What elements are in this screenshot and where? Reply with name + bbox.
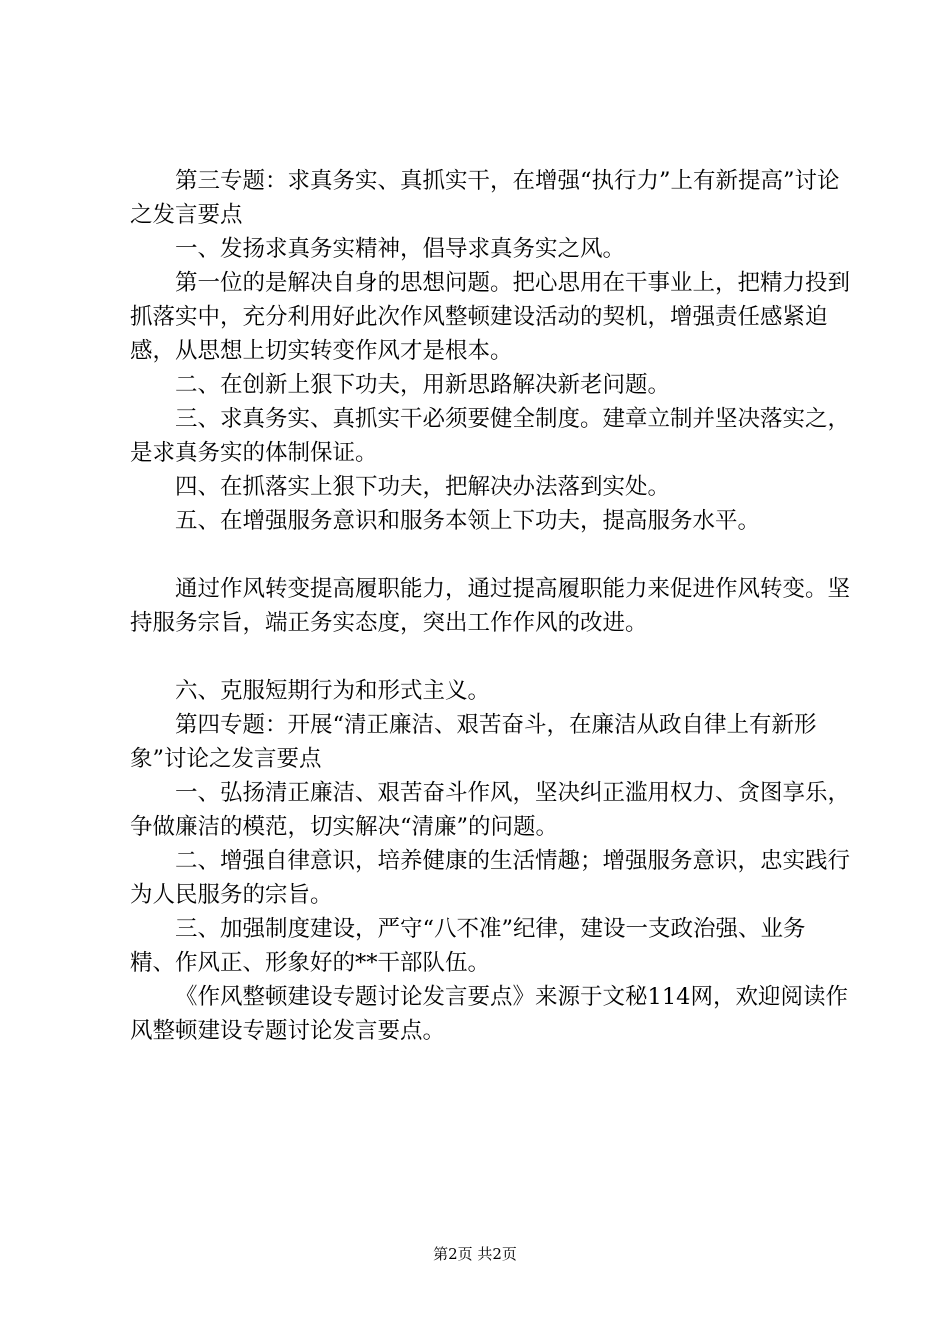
paragraph-topic3-point2: 二、在创新上狠下功夫，用新思路解决新老问题。 [175,372,671,398]
paragraph-topic3-point3: 三、求真务实、真抓实干必须要健全制度。建章立制并坚决落实之，是求真务实的体制保证。 [130,406,851,466]
paragraph-topic3-point5-detail: 通过作风转变提高履职能力，通过提高履职能力来促进作风转变。坚持服务宗旨，端正务实态度，突出工作作风的改进。 [130,576,851,636]
paragraph-topic4-title: 第四专题：开展“清正廉洁、艰苦奋斗，在廉洁从政自律上有新形象”讨论之发言要点 [130,712,817,772]
paragraph-source-note: 《作风整顿建设专题讨论发言要点》来源于文秘114网，欢迎阅读作风整顿建设专题讨论发言要点。 [130,984,848,1044]
paragraph-spacer [130,640,850,674]
paragraph-topic4-point1: 一、弘扬清正廉洁、艰苦奋斗作风，坚决纠正滥用权力、贪图享乐，争做廉洁的模范，切实解决“清廉”的问题。 [130,780,851,840]
paragraph-spacer [130,538,850,572]
document-body [130,164,850,1048]
paragraph-topic3-title: 第三专题：求真务实、真抓实干，在增强“执行力”上有新提高”讨论之发言要点 [130,168,840,228]
paragraph-topic3-point1: 一、发扬求真务实精神，倡导求真务实之风。 [175,236,626,262]
page-number-footer: 第2页 共2页 [433,1245,517,1263]
paragraph-topic3-point4: 四、在抓落实上狠下功夫，把解决办法落到实处。 [175,474,671,500]
paragraph-topic4-point2: 二、增强自律意识，培养健康的生活情趣；增强服务意识，忠实践行为人民服务的宗旨。 [130,848,851,908]
paragraph-topic3-point5: 五、在增强服务意识和服务本领上下功夫，提高服务水平。 [175,508,761,534]
paragraph-topic4-point3: 三、加强制度建设，严守“八不准”纪律，建设一支政治强、业务精、作风正、形象好的**干部队伍。 [130,916,806,976]
paragraph-topic3-point6: 六、克服短期行为和形式主义。 [175,678,491,704]
paragraph-topic3-point1-detail: 第一位的是解决自身的思想问题。把心思用在干事业上，把精力投到抓落实中，充分利用好此次作风整顿建设活动的契机，增强责任感紧迫感，从思想上切实转变作风才是根本。 [130,270,851,364]
